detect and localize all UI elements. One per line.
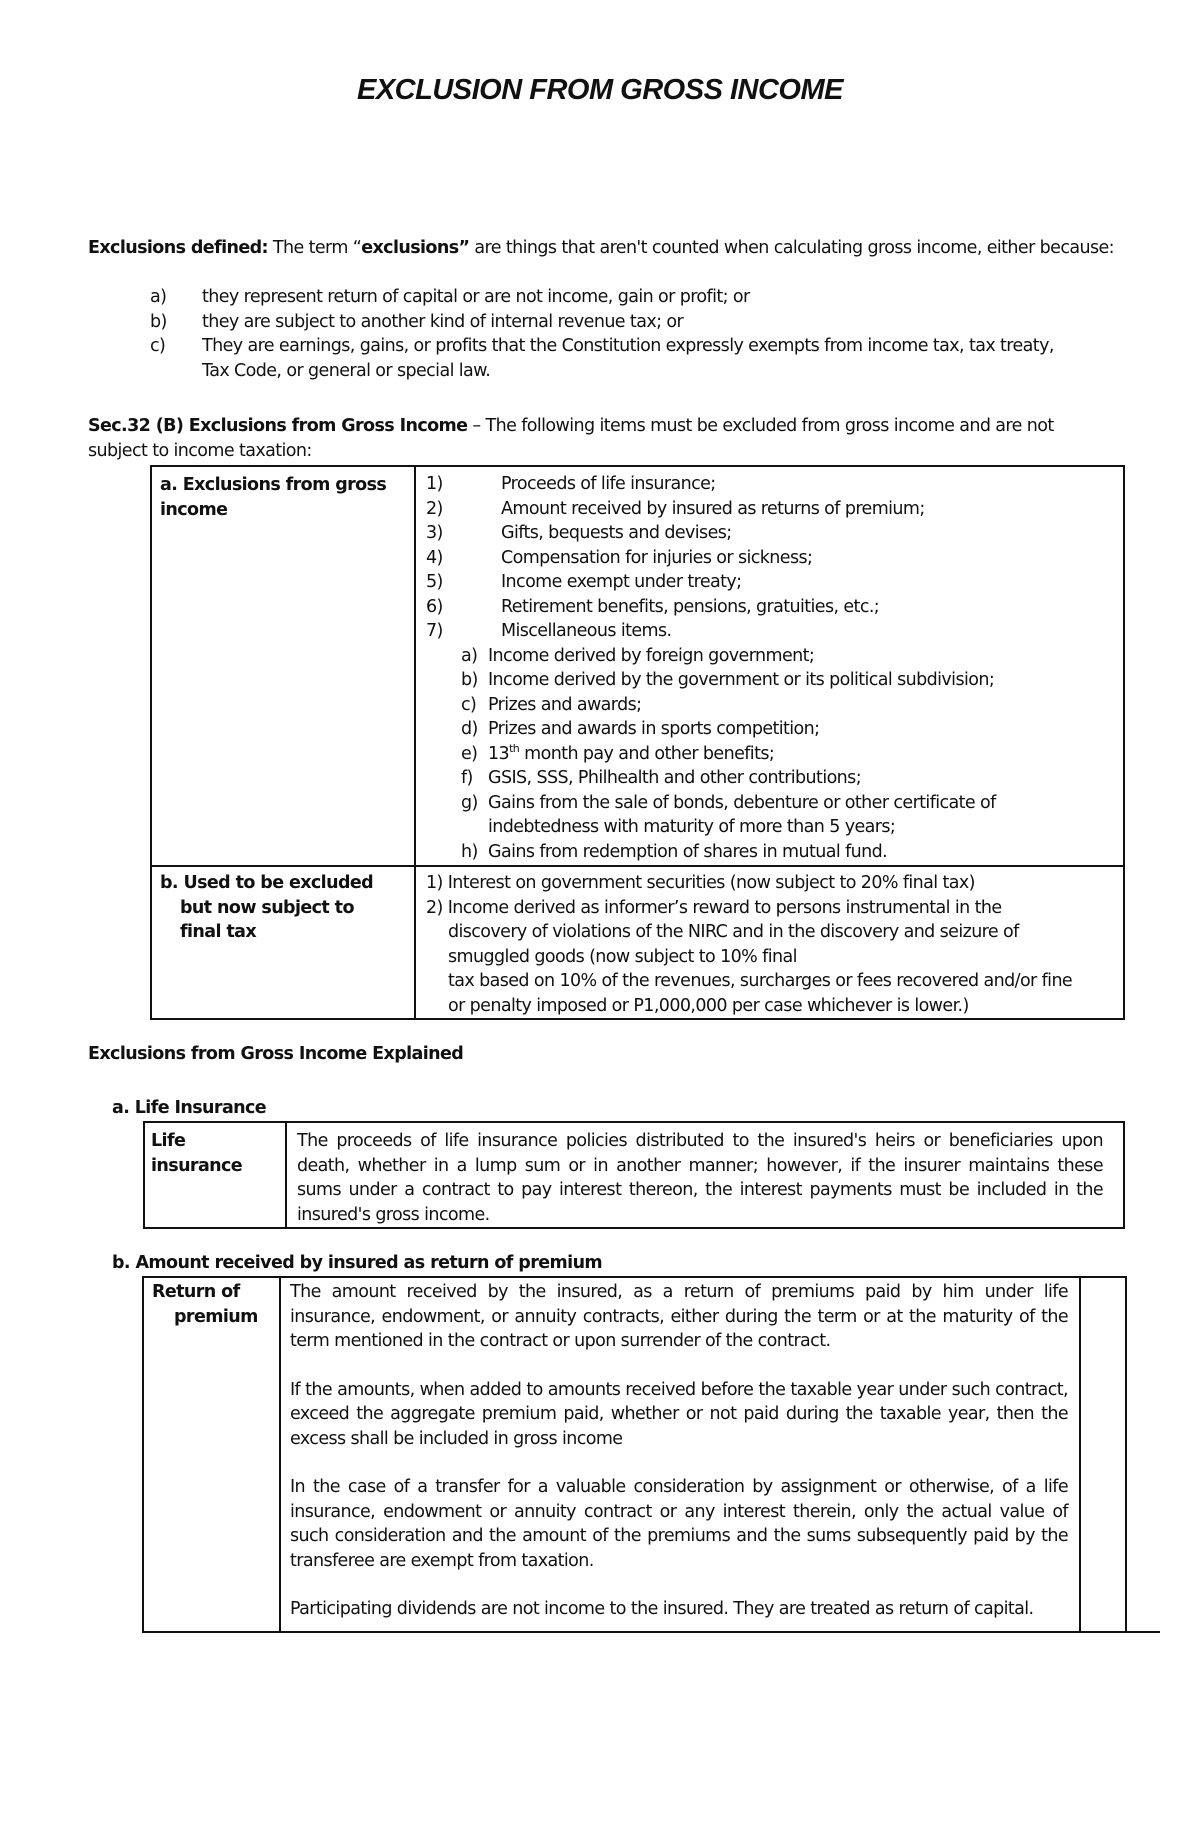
return-premium-text [290,1280,1068,1622]
list-item-marker: c) [150,336,166,356]
return-premium-label [152,1280,277,1329]
list-item-text: They are earnings, gains, or profits that the Constitution expressly exempts from income tax, tax treaty, [202,336,1054,356]
explained-heading: Exclusions from Gross Income Explained [88,1044,464,1064]
life-insurance-text: The proceeds of life insurance policies distributed to the insured's heirs or beneficiaries upon death, whether in a lump sum or in another manner; however, if the insurer maintains these sums under a contract to pay interest thereon, the interest payments must be included in the insured's gross income. [297,1131,1103,1225]
row-b-label-line-1: b. Used to be excluded [160,873,374,893]
list-item [426,546,1123,571]
sub-item-text [488,742,774,767]
sub-item-marker: c) [461,694,477,715]
list-item-text: they are subject to another kind of internal revenue tax; or [202,311,684,332]
list-item [426,521,1123,546]
table-cell-label [151,866,415,1019]
return-premium-table [142,1276,1127,1633]
column-divider [279,1278,281,1633]
life-insurance-table [143,1121,1125,1229]
list-item [426,595,1123,620]
item-text: Gifts, bequests and devises; [501,523,732,543]
sub-item-text: GSIS, SSS, Philhealth and other contributions; [488,768,861,788]
sec32-text-2: subject to income taxation: [88,440,312,461]
sub-item-text-post: month pay and other benefits; [519,743,775,764]
sub-item-text: Prizes and awards; [488,694,642,715]
list-item: 1) Interest on government securities (now subject to 20% final tax) [426,873,975,893]
list-item [426,472,1123,497]
list-item-text: they represent return of capital or are not income, gain or profit; or [202,287,750,307]
page-title: EXCLUSION FROM GROSS INCOME [357,74,843,106]
sub-item-marker: f) [461,768,473,788]
table-cell-label [144,1122,286,1228]
exclusions-reasons-list [150,285,1130,383]
item-text: Compensation for injuries or sickness; [501,547,813,568]
list-item [426,570,1123,595]
exclusions-defined-label: Exclusions defined: [88,238,268,258]
sub-list-item [426,644,1123,669]
item-number: 1) [426,474,443,494]
item-text: Proceeds of life insurance; [501,474,716,494]
life-insurance-label-2: insurance [151,1155,243,1176]
sub-list-item-continuation [426,815,1123,840]
list-item-continuation: smuggled goods (now subject to 10% final [448,946,797,967]
list-item [150,334,1130,359]
list-item-marker: b) [150,311,167,332]
item-number: 4) [426,547,443,568]
item-text: Income exempt under treaty; [501,572,742,592]
sub-item-marker: b) [461,670,478,690]
column-divider [1079,1278,1081,1633]
item-number: 7) [426,621,443,641]
table-row [151,866,1124,1019]
list-item-marker: a) [150,287,167,307]
exclusions-defined-text-1: The term “ [267,238,362,258]
list-item [150,310,1130,335]
sub-list-item [426,668,1123,693]
return-premium-para-2: If the amounts, when added to amounts received before the taxable year under such contract, exceed the aggregate premium paid, whether or not paid during the taxable year, then the excess shall be included in gross income [290,1379,1068,1449]
list-item-text: Tax Code, or general or special law. [202,360,491,381]
sub-item-marker: h) [461,841,478,862]
return-premium-para-1: The amount received by the insured, as a return of premiums paid by him under life insurance, endowment, or annuity contracts, either during the term or at the maturity of the term mentioned in the contract or upon surrender of the contract. [290,1282,1068,1351]
sub-list-item [426,766,1123,791]
item-number: 6) [426,596,443,617]
item-number: 5) [426,572,443,592]
sec32-label: Sec.32 (B) Exclusions from Gross Income [88,416,468,436]
return-premium-para-3: In the case of a transfer for a valuable consideration by assignment or otherwise, of a life insurance, endowment or annuity contract or any interest therein, only the actual value of such consideration and the amount of the premiums and the sums subsequently paid by the transferee are exempt from taxation. [290,1477,1068,1571]
row-a-label-line-1: a. Exclusions from gross [160,475,387,495]
sub-item-text: indebtedness with maturity of more than 5 years; [488,817,896,837]
table-cell-items [415,466,1124,866]
sub-item-marker: a) [461,645,478,666]
row-b-label-line-2: but now subject to [180,897,354,918]
table-row [144,1122,1124,1228]
sub-item-text: Gains from redemption of shares in mutual fund. [488,841,888,862]
table-row [151,466,1124,866]
list-item [426,619,1123,644]
sub-item-text: Income derived by foreign government; [488,645,815,666]
return-premium-heading: b. Amount received by insured as return of premium [112,1253,603,1273]
sub-item-superscript: th [509,741,520,755]
table-cell-items [415,866,1124,1019]
item-text: Miscellaneous items. [501,621,672,641]
return-premium-label-1: Return of [152,1282,240,1302]
item-number: 3) [426,523,443,543]
list-item: 2) Income derived as informer’s reward to persons instrumental in the [426,897,1002,918]
row-b-label-line-3: final tax [180,922,257,942]
list-item-continuation: discovery of violations of the NIRC and in the discovery and seizure of [448,922,1019,942]
table-bottom-border [142,1631,1160,1633]
sub-list-item [426,693,1123,718]
sub-item-text-pre: 13 [488,743,510,764]
sub-list-item [426,742,1123,767]
sec32-text-1: – The following items must be excluded from gross income and are not [467,416,1054,436]
sub-list-item [426,791,1123,816]
exclusions-term: exclusions” [361,238,470,258]
list-item-continuation [150,359,1130,384]
sub-item-text: Gains from the sale of bonds, debenture or other certificate of [488,792,996,813]
exclusions-table [150,465,1125,1020]
list-item [150,285,1130,310]
sub-list-item [426,840,1123,865]
item-number: 2) [426,498,443,519]
table-cell-label [151,466,415,866]
return-premium-para-4: Participating dividends are not income to the insured. They are treated as return of capital. [290,1599,1034,1619]
sub-item-marker: e) [461,743,478,764]
row-a-label-line-2: income [160,499,228,520]
life-insurance-heading: a. Life Insurance [112,1098,267,1118]
return-premium-label-2: premium [174,1306,258,1327]
item-text: Retirement benefits, pensions, gratuities, etc.; [501,596,880,617]
exclusions-defined-text-2: are things that aren't counted when calculating gross income, either because: [469,238,1114,258]
exclusions-defined-paragraph [88,236,1128,261]
sub-item-marker: g) [461,792,478,813]
sec32-paragraph [88,414,1128,463]
sub-list-item [426,717,1123,742]
sub-item-text: Income derived by the government or its political subdivision; [488,670,995,690]
list-item-continuation: or penalty imposed or P1,000,000 per case whichever is lower.) [448,995,969,1016]
table-cell-text [286,1122,1124,1228]
sub-item-marker: d) [461,719,478,739]
sub-item-text: Prizes and awards in sports competition; [488,719,820,739]
list-item [426,497,1123,522]
list-item-continuation: tax based on 10% of the revenues, surcharges or fees recovered and/or fine [448,971,1073,991]
life-insurance-label-1: Life [151,1131,186,1151]
item-text: Amount received by insured as returns of premium; [501,498,925,519]
